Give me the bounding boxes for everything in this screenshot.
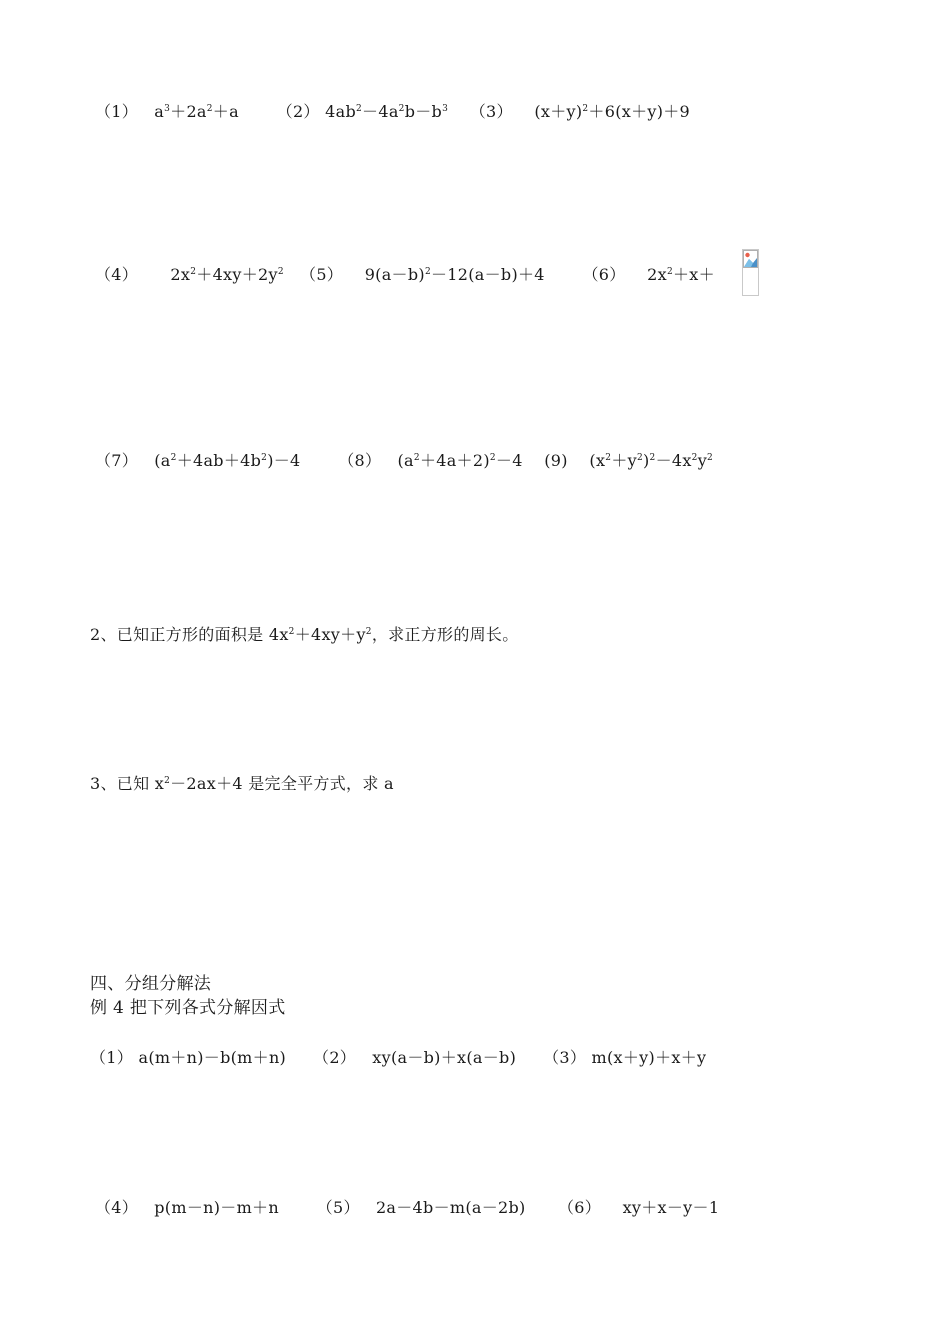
grouping-row-1	[90, 1048, 706, 1068]
group-item-4-expression: p(m－n)－m＋n	[154, 1198, 279, 1217]
group-item-4-number: （4）	[95, 1198, 139, 1217]
item-4-expression: $2x^2+4xy+2y^2$	[170, 265, 284, 284]
problem-row-2	[95, 265, 715, 285]
item-2-number: （2）	[276, 102, 320, 121]
problem-row-3	[95, 451, 713, 471]
item-1-expression: $a^3+2a^2+a$	[154, 102, 239, 121]
item-6-expression: $2x^2+x+$	[647, 265, 715, 284]
question-3: 3、已知 $x^2-2ax+4$ 是完全平方式，求 a	[90, 774, 394, 793]
item-8-expression: $(a^2+4a+2)^2-4$	[397, 451, 523, 470]
group-item-2-expression: xy(a－b)＋x(a－b)	[372, 1048, 517, 1067]
item-5-number: （5）	[300, 265, 344, 284]
item-8-number: （8）	[338, 451, 382, 470]
question-2: 2、已知正方形的面积是 $4x^2+4xy+y^2$，求正方形的周长。	[90, 625, 519, 644]
group-item-5-expression: 2a－4b－m(a－2b)	[375, 1198, 526, 1217]
item-3-expression: $(x+y)^2+6(x+y)+9$	[534, 102, 691, 121]
group-item-1-expression: a(m＋n)－b(m＋n)	[138, 1048, 287, 1067]
item-2-expression: $4ab^2-4a^2b-b^3$	[325, 102, 449, 121]
group-item-5-number: （5）	[316, 1198, 360, 1217]
group-item-6-expression: xy＋x－y－1	[622, 1198, 720, 1217]
group-item-3-number: （3）	[543, 1048, 587, 1067]
grouping-row-2	[95, 1198, 719, 1218]
group-item-1-number: （1）	[90, 1048, 134, 1067]
problem-row-1	[95, 102, 690, 122]
item-4-number: （4）	[95, 265, 139, 284]
item-9-number: (9)	[544, 451, 568, 470]
item-5-expression: $9(a-b)^2-12(a-b)+4$	[364, 265, 545, 284]
item-7-number: （7）	[95, 451, 139, 470]
broken-image-icon	[742, 249, 759, 296]
example-4-title: 例 4 把下列各式分解因式	[90, 998, 286, 1018]
item-1-number: （1）	[95, 102, 139, 121]
group-item-6-number: （6）	[557, 1198, 602, 1217]
group-item-2-number: （2）	[313, 1048, 357, 1067]
item-9-expression: $(x^2+y^2)^2-4x^2y^2$	[589, 451, 714, 470]
item-3-number: （3）	[469, 102, 513, 121]
item-7-expression: $(a^2+4ab+4b^2)-4$	[154, 451, 301, 470]
section-4-title: 四、分组分解法	[90, 974, 212, 994]
group-item-3-expression: m(x＋y)＋x＋y	[591, 1048, 707, 1067]
item-6-number: （6）	[582, 265, 626, 284]
